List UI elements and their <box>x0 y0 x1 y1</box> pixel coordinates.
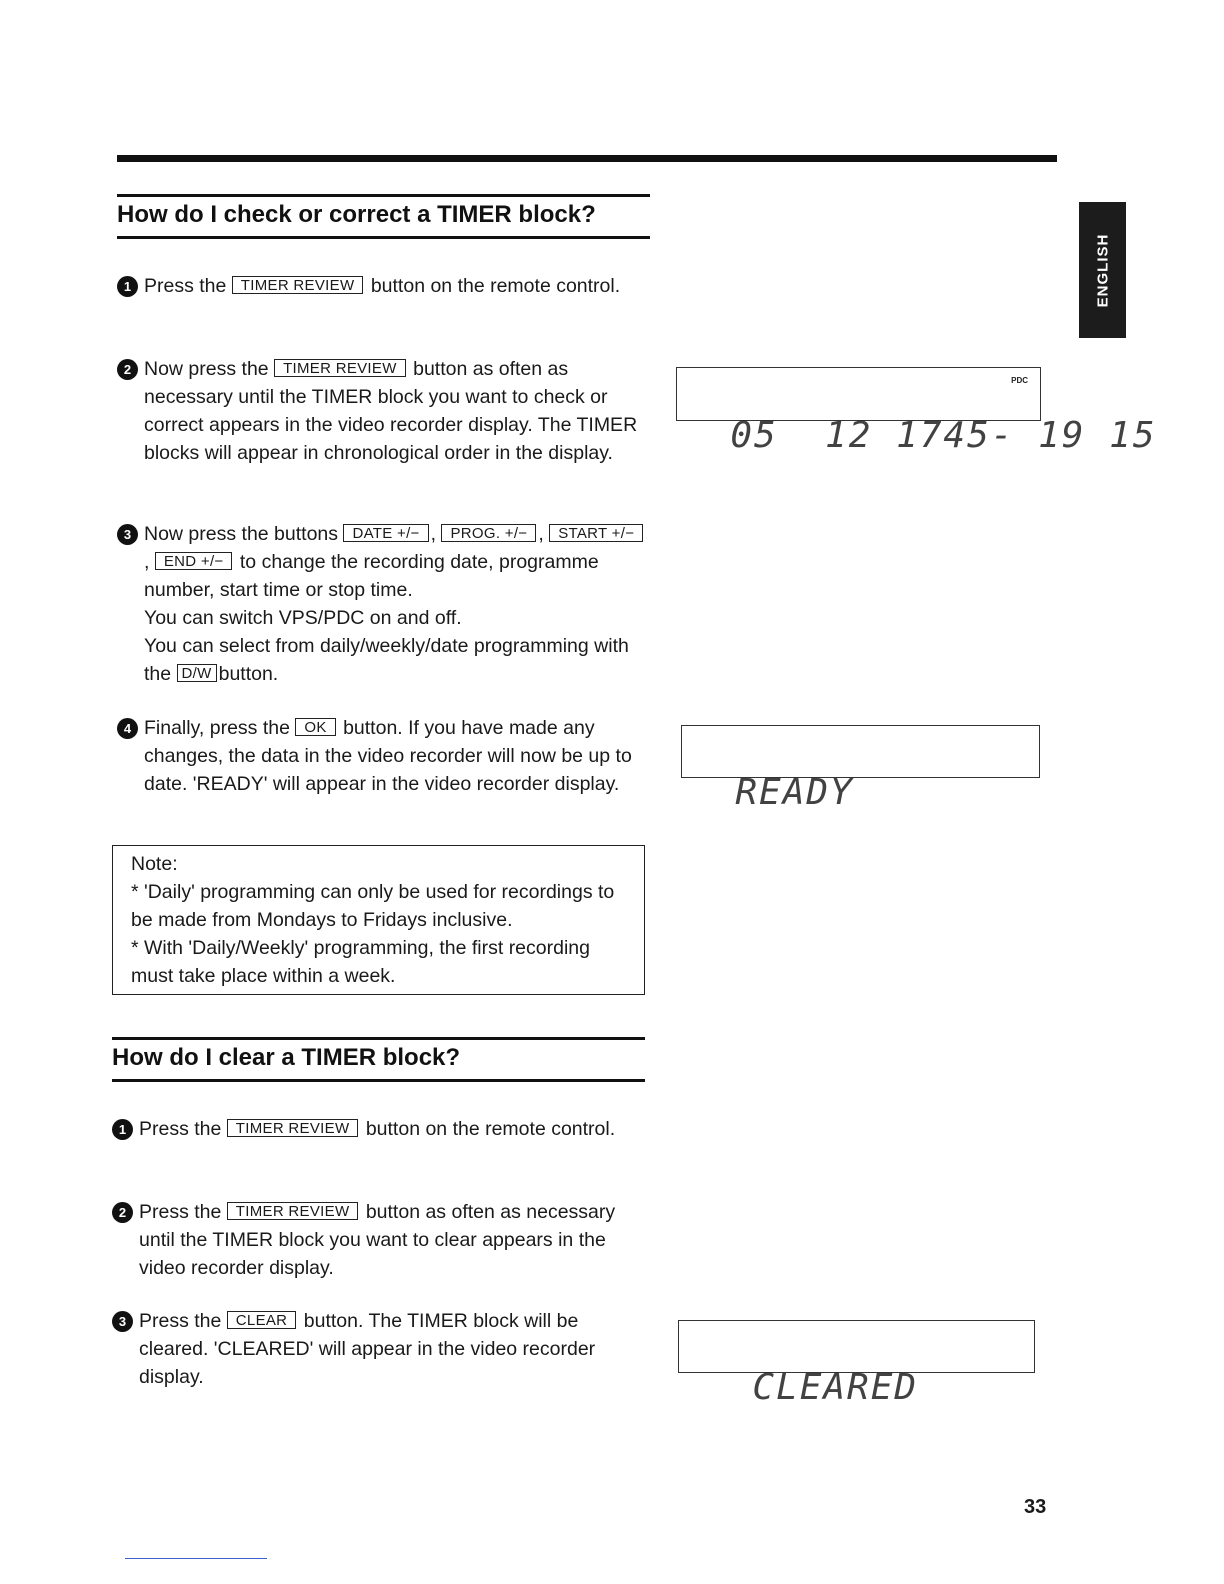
footer-line <box>125 1558 267 1559</box>
prog-key: PROG. +/− <box>441 524 536 542</box>
timer-review-key: TIMER REVIEW <box>227 1119 359 1137</box>
display-cleared-text: CLEARED <box>752 1367 919 1408</box>
clear-key: CLEAR <box>227 1311 297 1329</box>
step-number-badge: 3 <box>112 1311 133 1332</box>
step-text: button on the remote control. <box>370 275 621 297</box>
language-tab-label: ENGLISH <box>1094 233 1111 307</box>
step-text: button on the remote control. <box>365 1118 616 1140</box>
separator: , <box>144 551 150 573</box>
dw-key: D/W <box>177 664 217 682</box>
timer-review-key: TIMER REVIEW <box>227 1202 359 1220</box>
note-box <box>112 845 645 995</box>
step-text: Press the <box>139 1201 222 1223</box>
step-text: You can switch VPS/PDC on and off. <box>144 607 462 629</box>
note-line-1: * 'Daily' programming can only be used for recordings to be made from Mondays to Fridays inclusive. <box>131 881 615 931</box>
step-number-badge: 1 <box>112 1119 133 1140</box>
separator: , <box>430 523 437 545</box>
step-text: You can select from daily/weekly/date programming with the <box>144 635 629 685</box>
note-label: Note: <box>131 853 178 875</box>
clear-step-2 <box>112 1198 647 1282</box>
step-text: Now press the <box>144 358 269 380</box>
check-step-2 <box>117 355 647 467</box>
display-timer-text: 05 12 1745- 19 15 <box>730 415 1157 456</box>
top-rule <box>117 155 1057 162</box>
end-key: END +/− <box>155 552 233 570</box>
display-timer-block <box>676 367 1157 456</box>
pdc-indicator: PDC <box>1011 376 1028 385</box>
step-number-badge: 1 <box>117 276 138 297</box>
step-text: to change the recording date, programme number, start time or stop time. <box>144 551 599 601</box>
start-key: START +/− <box>549 524 643 542</box>
step-text: Press the <box>139 1118 222 1140</box>
step-text: Now press the buttons <box>144 523 339 545</box>
timer-review-key: TIMER REVIEW <box>274 359 406 377</box>
display-ready-text: READY <box>735 772 854 813</box>
page-number: 33 <box>1024 1496 1047 1518</box>
section-title-check-correct: How do I check or correct a TIMER block? <box>117 194 650 239</box>
date-key: DATE +/− <box>343 524 428 542</box>
clear-step-1 <box>112 1115 647 1143</box>
step-text: button as often as necessary until the TIMER block you want to check or correct appears in the video recorder display. The TIMER blocks will appear in chronological order in the display. <box>144 358 638 464</box>
step-text: Press the <box>144 275 227 297</box>
step-text: button. The TIMER block will be cleared. 'CLEARED' will appear in the video recorder display. <box>139 1310 596 1388</box>
step-number-badge: 2 <box>117 359 138 380</box>
step-text: button. If you have made any changes, the data in the video recorder will now be up to date. 'READY' will appear in the video recorder display. <box>144 717 632 795</box>
check-step-3 <box>117 520 647 688</box>
step-number-badge: 3 <box>117 524 138 545</box>
section-title-clear: How do I clear a TIMER block? <box>112 1037 645 1082</box>
step-text: Press the <box>139 1310 222 1332</box>
step-text: Finally, press the <box>144 717 290 739</box>
check-step-1 <box>117 272 647 300</box>
step-number-badge: 4 <box>117 718 138 739</box>
timer-review-key: TIMER REVIEW <box>232 276 364 294</box>
step-text: button. <box>218 663 279 685</box>
display-ready <box>681 725 1040 813</box>
note-line-2: * With 'Daily/Weekly' programming, the first recording must take place within a week. <box>131 937 590 987</box>
step-text: button as often as necessary until the TIMER block you want to clear appears in the video recorder display. <box>139 1201 616 1279</box>
step-number-badge: 2 <box>112 1202 133 1223</box>
display-cleared <box>678 1320 1035 1408</box>
clear-step-3 <box>112 1307 647 1391</box>
language-tab <box>1079 202 1126 338</box>
check-step-4 <box>117 714 647 798</box>
separator: , <box>538 523 544 545</box>
ok-key: OK <box>295 718 335 736</box>
